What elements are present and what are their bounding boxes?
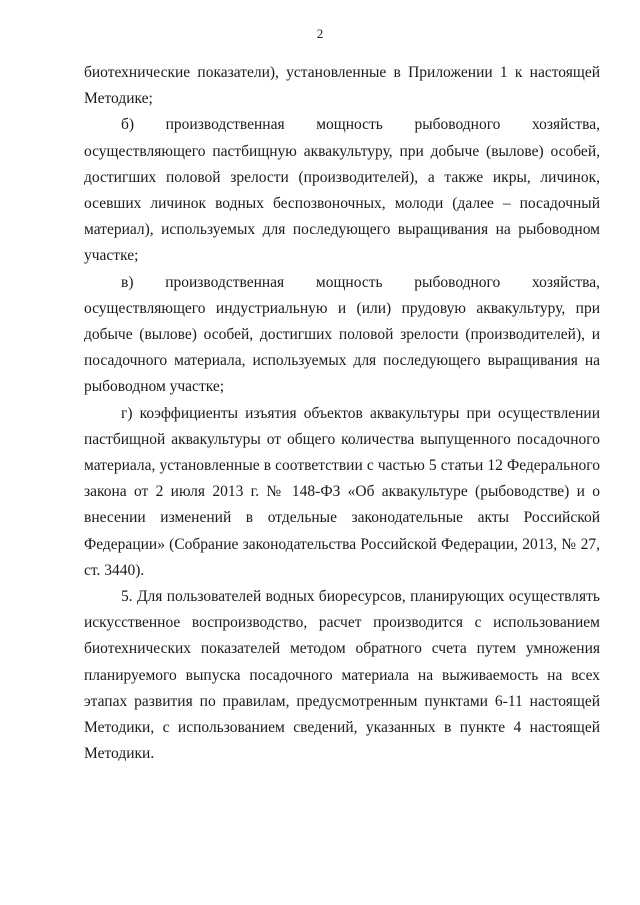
paragraph-item-v: в) производственная мощность рыбоводного хозяйства, осуществляющего индустриальную и (или) прудовую аквакультуру, при добыче (вылове) особей, достигших половой зрелости (производителей), и посадочного материала, используемых для последующего выращивания на рыбоводном участке; [84,273,600,396]
paragraph-item-b: б) производственная мощность рыбоводного хозяйства, осуществляющего пастбищную аквакультуру, при добыче (вылове) особей, достигших половой зрелости (производителей), а также икры, личинок, осевших личинок водных беспозвоночных, молоди (далее – посадочный материал), используемых для последующего выращивания на рыбоводном участке; [84,116,600,265]
paragraph-continuation: биотехнические показатели), установленные в Приложении 1 к настоящей Методике; [84,64,600,108]
page-number: 2 [316,26,324,41]
paragraph-item-g: г) коэффициенты изъятия объектов аквакультуры при осуществлении пастбищной аквакультуры от общего количества выпущенного посадочного материала, установленные в соответствии с частью 5 статьи 12 Федерального закона от 2 июля 2013 г. № 148-ФЗ «Об аквакультуре (рыбоводстве) и о внесении изменений в отдельные законодательные акты Российской Федерации» (Собрание законодательства Российской Федерации, 2013, № 27, ст. 3440). [84,404,600,579]
paragraph-clause-5: 5. Для пользователей водных биоресурсов, планирующих осуществлять искусственное воспроизводство, расчет производится с использованием биотехнических показателей методом обратного счета путем умножения планируемого выпуска посадочного материала на выживаемость на всех этапах развития по правилам, предусмотренным пунктами 6-11 настоящей Методики, с использованием сведений, указанных в пункте 4 настоящей Методики. [84,588,600,763]
document-body [84,60,600,767]
